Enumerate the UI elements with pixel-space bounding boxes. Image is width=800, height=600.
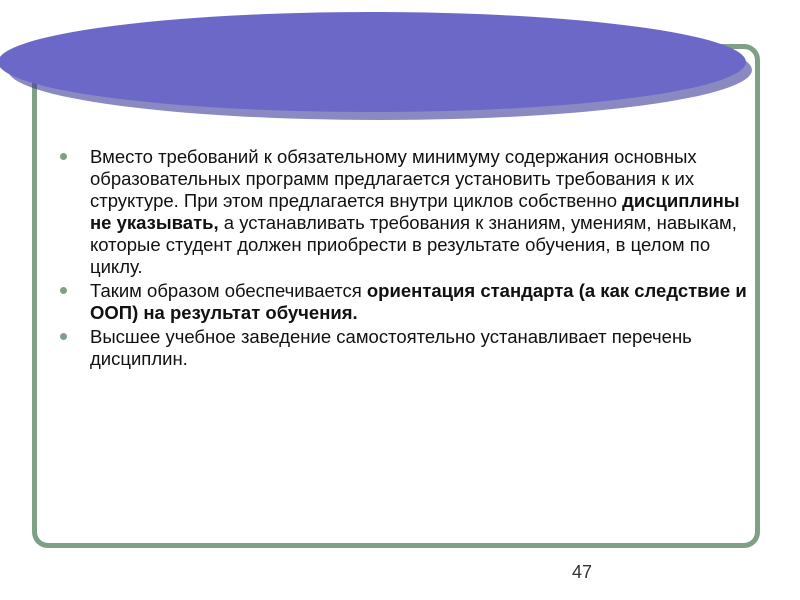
bullet-dot-icon [60,287,67,294]
bullet-dot-icon [60,333,67,340]
bullet-text-2a: Таким образом обеспечивается [90,280,367,301]
page-number: 47 [572,562,593,582]
bullet-text-1b: дисциплины не указывать, [90,190,740,233]
bullet-item-3 [58,326,748,370]
bullet-item-1 [58,146,748,278]
bullet-text-3a: Высшее учебное заведение самостоятельно устанавливает перечень дисциплин. [90,326,692,369]
bullet-text-2b: ориентация стандарта (а как следствие и ООП) на результат обучения. [90,280,747,323]
bullet-list [58,146,748,372]
bullet-text-1c: а устанавливать требования к знаниям, умениям, навыкам, которые студент должен приобрести в результате обучения, в целом по циклу. [90,212,737,277]
header-ellipse-fill [0,12,746,112]
bullet-text-1a: Вместо требований к обязательному минимуму содержания основных образовательных программ предлагается установить требования к их структуре. При этом предлагается внутри циклов собственно [90,146,697,211]
header-ellipse [0,0,800,130]
bullet-item-2 [58,280,748,324]
bullet-dot-icon [60,153,67,160]
